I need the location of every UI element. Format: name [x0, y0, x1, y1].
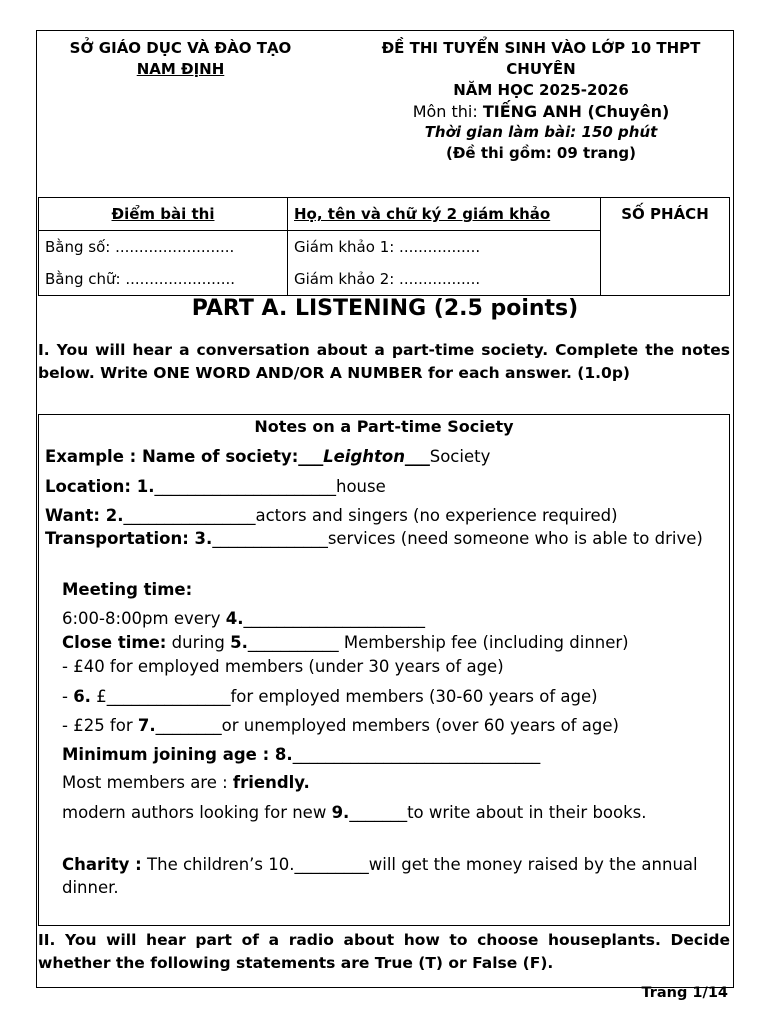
want-line: [45, 504, 618, 527]
fee3-prefix: - £25 for: [62, 716, 138, 735]
fee2-currency: £: [90, 687, 107, 706]
score-header: Điểm bài thi: [111, 205, 215, 223]
answer-blank-8[interactable]: ______________________________: [292, 745, 541, 764]
fee2-line: [62, 685, 598, 708]
want-suffix: actors and singers (no experience required): [255, 506, 618, 525]
so-phach-cell: [601, 198, 730, 296]
close-suffix: Membership fee (including dinner): [338, 633, 629, 652]
min-age-line: [62, 743, 540, 766]
charity-label: Charity :: [62, 855, 142, 874]
close-line: [62, 631, 629, 654]
close-num: 5.: [230, 633, 248, 652]
meeting-text: 6:00-8:00pm every: [62, 609, 226, 628]
exam-title: ĐỀ THI TUYỂN SINH VÀO LỚP 10 THPT CHUYÊN: [381, 39, 701, 78]
page-number: Trang 1/14: [641, 985, 728, 1001]
subject-label: Môn thi:: [412, 102, 478, 121]
fee1-line: - £40 for employed members (under 30 years of age): [62, 657, 504, 676]
page-count: (Đề thi gồm: 09 trang): [446, 144, 636, 162]
examiner-header-cell: [288, 198, 601, 231]
answer-blank-6[interactable]: _______________: [106, 687, 231, 706]
answer-blank-9[interactable]: _______: [349, 803, 408, 822]
answer-blank-5[interactable]: ___________: [247, 633, 339, 652]
exam-time: Thời gian làm bài: 150 phút: [424, 123, 658, 141]
examiner2-field: Giám khảo 2: .................: [288, 263, 601, 296]
want-label: Want: 2.: [45, 506, 124, 525]
example-line: [45, 445, 490, 468]
transport-label: Transportation: 3.: [45, 529, 213, 548]
most-members-line: [62, 771, 310, 794]
authors-suffix: to write about in their books.: [407, 803, 647, 822]
department-name: SỞ GIÁO DỤC VÀ ĐÀO TẠO: [69, 39, 292, 57]
authors-line: [62, 801, 712, 824]
score-header-cell: [39, 198, 288, 231]
meeting-num: 4.: [225, 609, 244, 628]
fee3-suffix: or unemployed members (over 60 years of age): [221, 716, 619, 735]
charity-text: The children’s 10._________will get the money raised by the annual dinner.: [62, 855, 698, 897]
answer-blank-3[interactable]: ______________: [212, 529, 328, 548]
so-phach-header: SỐ PHÁCH: [621, 205, 709, 223]
answer-blank-1[interactable]: ______________________: [154, 477, 336, 496]
example-answer: ___Leighton___: [298, 447, 430, 466]
fee3-num: 7.: [137, 716, 156, 735]
answer-blank-4[interactable]: ______________________: [243, 609, 425, 628]
part-a-title: PART A. LISTENING (2.5 points): [191, 296, 579, 321]
fee3-line: [62, 714, 619, 737]
location-line: [45, 475, 386, 498]
authors-num: 9.: [331, 803, 350, 822]
charity-line: [62, 853, 712, 899]
close-label: Close time:: [62, 633, 167, 652]
meeting-label: Meeting time:: [62, 580, 193, 599]
transport-suffix: services (need someone who is able to drive): [327, 529, 703, 548]
answer-blank-7[interactable]: ________: [155, 716, 222, 735]
score-number-field: Bằng số: .........................: [39, 231, 288, 264]
school-year: NĂM HỌC 2025-2026: [453, 81, 629, 99]
score-table: [38, 197, 730, 296]
subject-line: [365, 101, 717, 122]
department-header: [38, 38, 323, 80]
section1-instruction: I. You will hear a conversation about a part-time society. Complete the notes below. Write ONE WORD AND/OR A NUMBER for each answer. (1.0p): [38, 341, 730, 382]
notes-title: Notes on a Part-time Society: [254, 417, 514, 436]
location-label: Location: 1.: [45, 477, 155, 496]
example-label: Example : Name of society:: [45, 447, 299, 466]
transport-line: [45, 527, 725, 550]
province-name: NAM ĐỊNH: [136, 60, 225, 78]
location-suffix: house: [335, 477, 386, 496]
authors-text: modern authors looking for new: [62, 803, 332, 822]
most-members-value: friendly.: [232, 773, 310, 792]
fee2-num: 6.: [73, 687, 91, 706]
fee2-suffix: for employed members (30-60 years of age): [230, 687, 598, 706]
exam-header: [365, 38, 717, 164]
most-members-text: Most members are :: [62, 773, 233, 792]
example-suffix: Society: [429, 447, 491, 466]
fee2-prefix: -: [62, 687, 74, 706]
meeting-line: [62, 607, 425, 630]
score-words-field: Bằng chữ: .......................: [39, 263, 288, 296]
section2-instruction: II. You will hear part of a radio about how to choose houseplants. Decide whether the following statements are True (T) or False (F).: [38, 931, 730, 972]
examiner1-field: Giám khảo 1: .................: [288, 231, 601, 264]
subject-value: TIẾNG ANH (Chuyên): [482, 102, 670, 121]
answer-blank-2[interactable]: ________________: [123, 506, 256, 525]
close-during: during: [166, 633, 231, 652]
examiner-header: Họ, tên và chữ ký 2 giám khảo: [294, 205, 551, 223]
min-age-label: Minimum joining age : 8.: [62, 745, 293, 764]
